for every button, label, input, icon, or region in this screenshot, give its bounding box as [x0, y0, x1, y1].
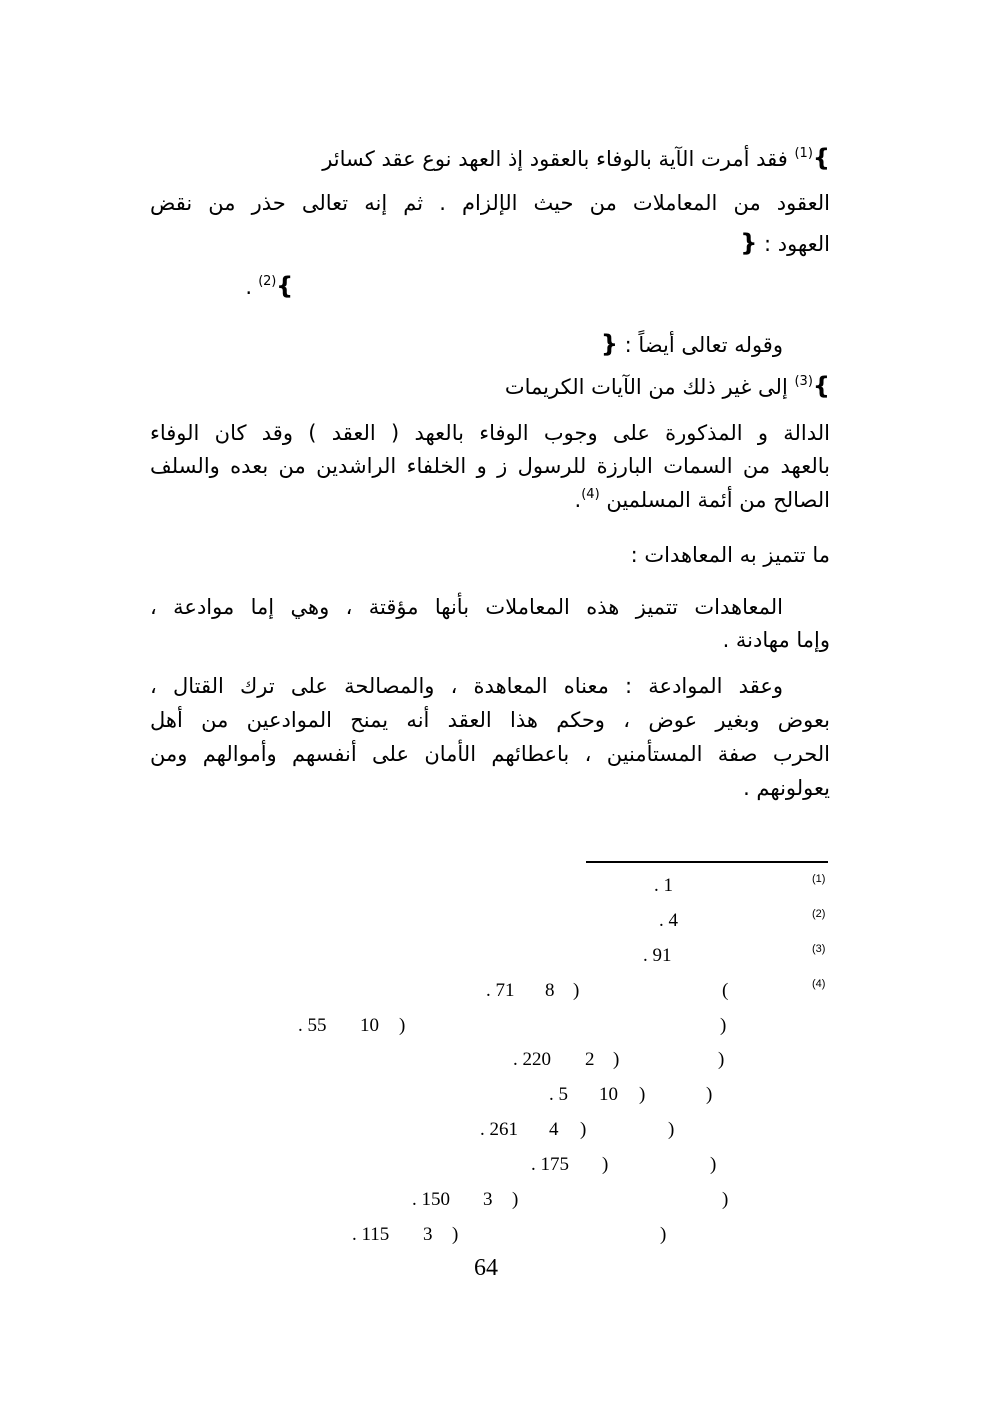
footnote-paren: )	[399, 1015, 406, 1036]
footnote-paren: )	[613, 1049, 620, 1070]
line-text: فقد أمرت الآية بالوفاء بالعقود إذ العهد نوع عقد كسائر	[322, 147, 788, 171]
footnote-page: . 115	[352, 1224, 390, 1245]
footnote-paren: )	[639, 1084, 646, 1105]
footnote-number: (4)	[812, 978, 826, 990]
footnote-paren: )	[710, 1154, 717, 1175]
footnote-paren: (	[722, 980, 729, 1001]
footnote-paren: )	[722, 1189, 729, 1210]
quran-brace: }	[812, 144, 830, 172]
footnote-page: . 71	[486, 980, 515, 1001]
quran-brace: }	[812, 372, 830, 400]
body-line	[601, 329, 783, 360]
line-text: إلى غير ذلك من الآيات الكريمات	[504, 375, 788, 399]
footnote-page: . 220	[513, 1049, 551, 1070]
footnote-ref: (2)	[258, 274, 277, 289]
footnote-page: . 175	[531, 1154, 569, 1175]
footnote-separator	[586, 861, 828, 863]
footnote-number: (2)	[812, 908, 826, 920]
body-line: المعاهدات تتميز هذه المعاملات بأنها مؤقتة ، وهي إما موادعة ،	[150, 595, 783, 619]
body-line: بعوض وبغير عوض ، وحكم هذا العقد أنه يمنح الموادعين من أهل	[150, 708, 830, 732]
body-line	[505, 371, 830, 402]
footnote-volume: 8	[545, 980, 555, 1001]
footnote-page: . 261	[480, 1119, 518, 1140]
footnote-page: . 5	[549, 1084, 568, 1105]
footnote-number: (1)	[812, 873, 826, 885]
body-line	[245, 271, 293, 302]
line-text: العهود :	[764, 232, 830, 256]
footnote-ref: (1)	[794, 146, 813, 161]
footnote-ref: (4)	[581, 487, 600, 502]
footnote-volume: 10	[360, 1015, 379, 1036]
line-text: .	[574, 488, 582, 512]
footnote-paren: )	[580, 1119, 587, 1140]
section-heading: ما تتميز به المعاهدات :	[630, 543, 830, 567]
body-line: بالعهد من السمات البارزة للرسول ز و الخلفاء الراشدين من بعده والسلف	[150, 454, 830, 478]
footnote-paren: )	[573, 980, 580, 1001]
footnote-volume: 10	[599, 1084, 618, 1105]
footnote-paren: )	[512, 1189, 519, 1210]
footnote-volume: 3	[423, 1224, 433, 1245]
footnote-paren: )	[668, 1119, 675, 1140]
footnote-paren: )	[706, 1084, 713, 1105]
footnote-volume: 2	[585, 1049, 595, 1070]
footnote-text: . 91	[643, 945, 672, 966]
body-line	[740, 228, 830, 259]
footnote-paren: )	[720, 1015, 727, 1036]
body-line	[575, 485, 830, 515]
footnote-text: . 4	[659, 910, 678, 931]
quran-brace: {	[740, 229, 758, 257]
line-text: وقوله تعالى أيضاً :	[624, 333, 783, 357]
footnote-ref: (3)	[794, 374, 813, 389]
footnote-paren: )	[718, 1049, 725, 1070]
footnote-number: (3)	[812, 943, 826, 955]
footnote-page: . 55	[298, 1015, 327, 1036]
body-line: يعولونهم .	[743, 776, 830, 800]
body-line: الحرب صفة المستأمنين ، باعطائهم الأمان على أنفسهم وأموالهم ومن	[150, 742, 830, 766]
line-text: الصالح من أئمة المسلمين	[606, 488, 830, 512]
quran-brace: {	[600, 330, 618, 358]
footnote-page: . 150	[412, 1189, 450, 1210]
body-line: الدالة و المذكورة على وجوب الوفاء بالعهد ( العقد ) وقد كان الوفاء	[150, 421, 830, 445]
footnote-text: . 1	[654, 875, 673, 896]
body-line: العقود من المعاملات من حيث الإلزام . ثم إنه تعالى حذر من نقض	[150, 191, 830, 215]
body-line: وعقد الموادعة : معناه المعاهدة ، والمصالحة على ترك القتال ،	[150, 674, 783, 698]
page-number: 64	[474, 1255, 498, 1281]
line-text: .	[245, 275, 252, 299]
footnote-paren: )	[452, 1224, 459, 1245]
footnote-volume: 3	[483, 1189, 493, 1210]
footnote-paren: )	[602, 1154, 609, 1175]
footnote-paren: )	[660, 1224, 667, 1245]
body-line: وإما مهادنة .	[722, 628, 830, 652]
quran-brace: }	[276, 272, 293, 300]
body-line	[322, 143, 830, 174]
footnote-volume: 4	[549, 1119, 559, 1140]
